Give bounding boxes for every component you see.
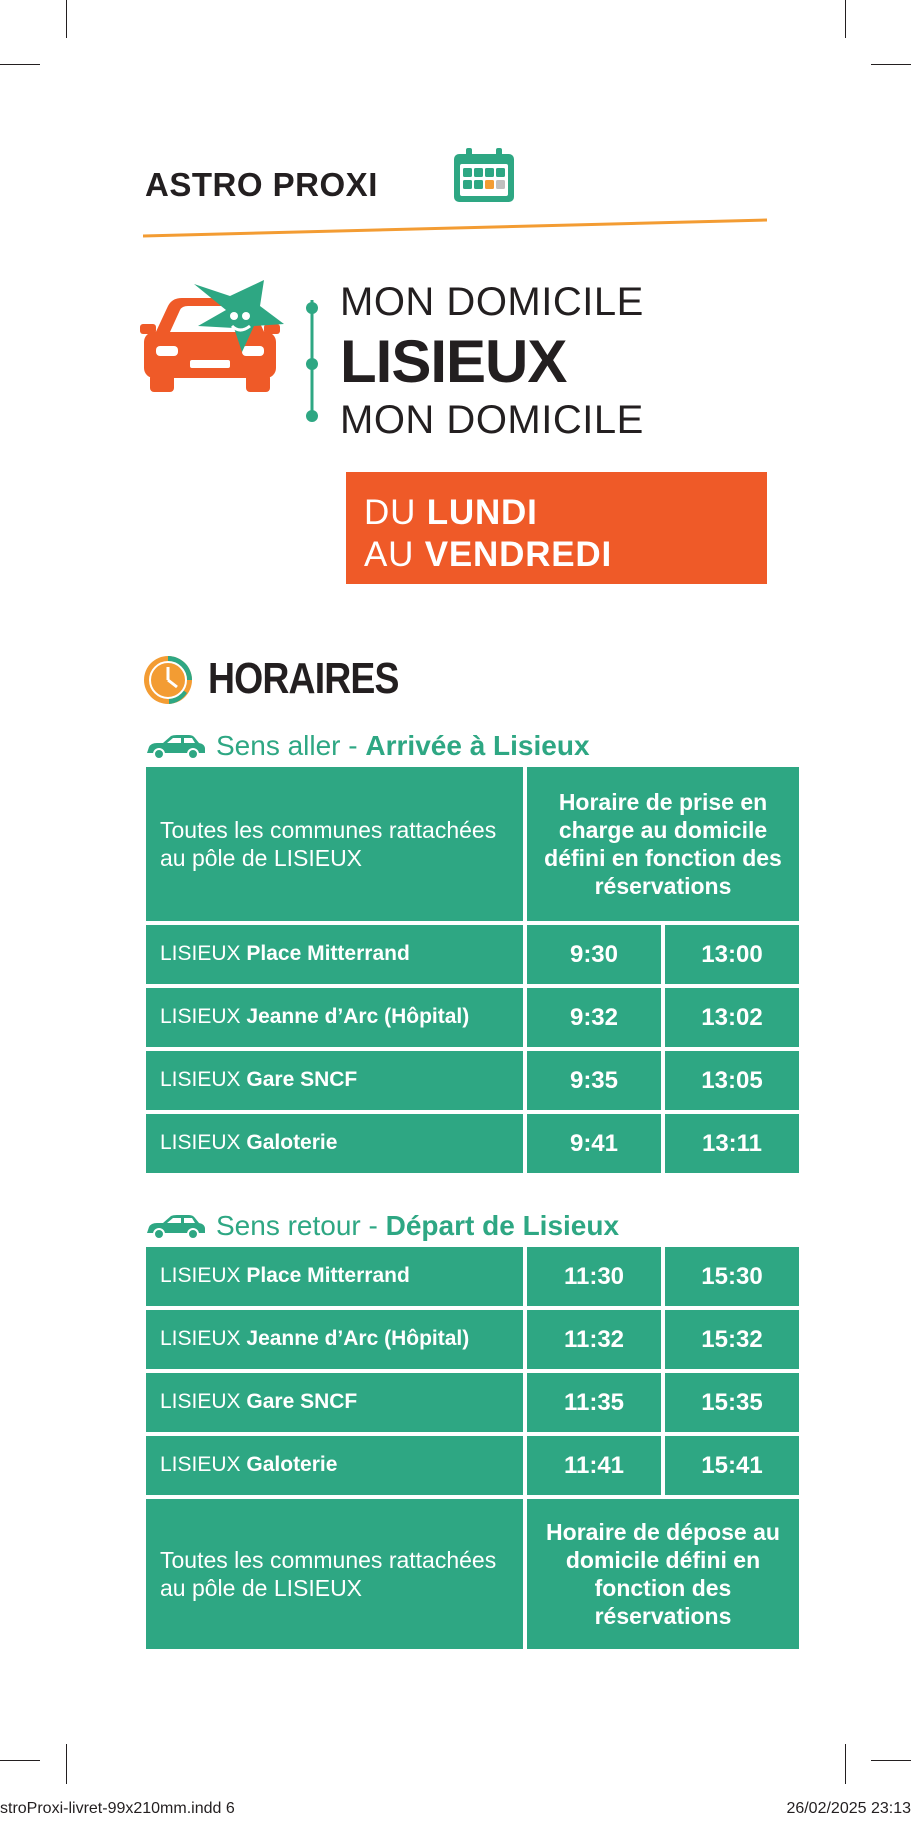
stop-name: LISIEUX Jeanne d’Arc (Hôpital) — [146, 988, 523, 1047]
table-row — [146, 1247, 799, 1306]
print-file-name: stroProxi-livret-99x210mm.indd 6 — [0, 1800, 235, 1817]
retour-title — [216, 1210, 619, 1242]
section-title: HORAIRES — [208, 654, 399, 703]
calendar-icon — [452, 146, 516, 204]
days-du: DU — [364, 493, 417, 532]
crop-mark-top-right-h — [871, 64, 911, 65]
days-banner — [346, 472, 767, 584]
car-side-icon — [143, 1213, 207, 1241]
time-cell: 11:30 — [527, 1247, 661, 1306]
clock-icon — [143, 655, 193, 705]
crop-mark-bottom-left — [66, 1744, 67, 1784]
time-cell: 11:35 — [527, 1373, 661, 1432]
route-return: MON DOMICILE — [340, 398, 644, 442]
time-cell: 15:30 — [665, 1247, 799, 1306]
orange-divider — [143, 218, 767, 238]
table-row — [146, 1114, 799, 1173]
retour-footer-desc: Toutes les communes rattachées au pôle de LISIEUX — [146, 1499, 523, 1649]
car-side-icon — [143, 733, 207, 761]
time-cell: 15:41 — [665, 1436, 799, 1495]
crop-mark-bottom-left-h — [0, 1760, 40, 1761]
retour-prefix: Sens retour - — [216, 1210, 386, 1241]
table-row — [146, 1051, 799, 1110]
stop-name: LISIEUX Gare SNCF — [146, 1051, 523, 1110]
time-cell: 15:32 — [665, 1310, 799, 1369]
aller-table — [142, 763, 803, 1177]
table-footer-row — [146, 1499, 799, 1649]
aller-destination: Arrivée à Lisieux — [365, 730, 590, 761]
brand-name: ASTRO PROXI — [145, 166, 378, 203]
table-header-row — [146, 767, 799, 921]
retour-origin: Départ de Lisieux — [385, 1210, 620, 1241]
time-cell: 13:11 — [665, 1114, 799, 1173]
crop-mark-bottom-right — [845, 1744, 846, 1784]
time-cell: 9:35 — [527, 1051, 661, 1110]
print-date: 26/02/2025 23:13 — [786, 1800, 911, 1817]
time-cell: 9:30 — [527, 925, 661, 984]
route-text — [340, 282, 644, 440]
retour-footer-info: Horaire de dépose au domicile défini en fonction des réservations — [527, 1499, 799, 1649]
route-origin: MON DOMICILE — [340, 280, 644, 324]
time-cell: 15:35 — [665, 1373, 799, 1432]
route-destination: LISIEUX — [340, 328, 567, 395]
crop-mark-top-right — [845, 0, 846, 38]
table-row — [146, 1373, 799, 1432]
time-cell: 9:41 — [527, 1114, 661, 1173]
table-row — [146, 925, 799, 984]
time-cell: 13:05 — [665, 1051, 799, 1110]
aller-header-desc: Toutes les communes rattachées au pôle de LISIEUX — [146, 767, 523, 921]
crop-mark-bottom-right-h — [871, 1760, 911, 1761]
crop-mark-top-left-h — [0, 64, 40, 65]
stop-name: LISIEUX Jeanne d’Arc (Hôpital) — [146, 1310, 523, 1369]
stop-name: LISIEUX Place Mitterrand — [146, 925, 523, 984]
star-icon — [190, 276, 286, 356]
time-cell: 9:32 — [527, 988, 661, 1047]
stop-name: LISIEUX Galoterie — [146, 1436, 523, 1495]
table-row — [146, 988, 799, 1047]
aller-prefix: Sens aller - — [216, 730, 366, 761]
stop-name: LISIEUX Gare SNCF — [146, 1373, 523, 1432]
days-au: AU — [364, 535, 415, 574]
stop-name: LISIEUX Galoterie — [146, 1114, 523, 1173]
time-cell: 11:41 — [527, 1436, 661, 1495]
stop-name: LISIEUX Place Mitterrand — [146, 1247, 523, 1306]
time-cell: 11:32 — [527, 1310, 661, 1369]
crop-mark-top-left — [66, 0, 67, 38]
time-cell: 13:02 — [665, 988, 799, 1047]
route-line — [300, 292, 324, 424]
days-vendredi: VENDREDI — [424, 535, 613, 574]
table-row — [146, 1310, 799, 1369]
aller-header-info: Horaire de prise en charge au domicile défini en fonction des réservations — [527, 767, 799, 921]
time-cell: 13:00 — [665, 925, 799, 984]
table-row — [146, 1436, 799, 1495]
days-lundi: LUNDI — [426, 493, 538, 532]
retour-table — [142, 1243, 803, 1653]
aller-title — [216, 730, 590, 762]
